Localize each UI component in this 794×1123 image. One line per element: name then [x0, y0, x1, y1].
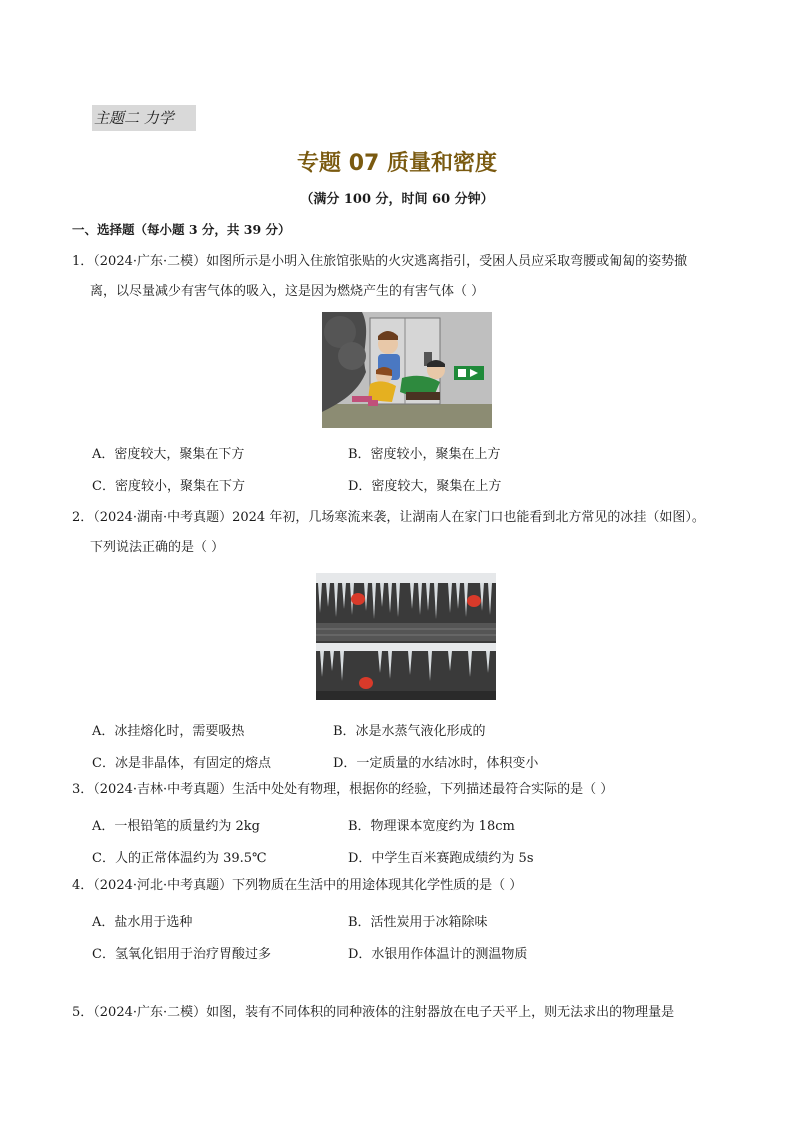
question-2-option-b: B．冰是水蒸气液化形成的 — [333, 724, 486, 739]
question-4-option-b: B．活性炭用于冰箱除味 — [348, 915, 488, 930]
page-title: 专题 07 质量和密度 — [297, 151, 497, 176]
question-2-line-2: 下列说法正确的是（ ） — [90, 540, 225, 555]
question-4-option-c: C．氢氧化铝用于治疗胃酸过多 — [92, 947, 271, 962]
question-2-option-d: D．一定质量的水结冰时，体积变小 — [333, 756, 539, 771]
question-3-option-a: A．一根铅笔的质量约为 2kg — [92, 819, 260, 834]
question-1-line-2: 离，以尽量减少有害气体的吸入，这是因为燃烧产生的有害气体（ ） — [90, 284, 485, 299]
question-1-option-b: B．密度较小，聚集在上方 — [348, 447, 501, 462]
question-5-line-1: 5．（2024·广东·二模）如图，装有不同体积的同种液体的注射器放在电子天平上，则无法求出的物理量是 — [72, 1005, 675, 1020]
question-1 — [72, 247, 732, 307]
question-4-option-d: D．水银用作体温计的测温物质 — [348, 947, 528, 962]
question-2 — [72, 503, 732, 563]
question-1-option-c: C．密度较小，聚集在下方 — [92, 479, 245, 494]
section-heading: 一、选择题（每小题 3 分，共 39 分） — [72, 222, 291, 237]
question-3-option-b: B．物理课本宽度约为 18cm — [348, 819, 515, 834]
question-1-option-a: A．密度较大，聚集在下方 — [92, 447, 245, 462]
question-3-option-c: C．人的正常体温约为 39.5℃ — [92, 851, 267, 866]
question-2-option-c: C．冰是非晶体，有固定的熔点 — [92, 756, 271, 771]
question-1-line-1: 1．（2024·广东·二模）如图所示是小明入住旅馆张贴的火灾逃离指引，受困人员应采取弯腰或匍匐的姿势撤 — [72, 254, 688, 269]
question-2-line-1: 2．（2024·湖南·中考真题）2024 年初，几场寒流来袭，让湖南人在家门口也能看到北方常见的冰挂（如图）。 — [72, 510, 705, 525]
page-subtitle: （满分 100 分，时间 60 分钟） — [300, 192, 494, 207]
question-3 — [72, 775, 732, 805]
question-3-line-1: 3．（2024·吉林·中考真题）生活中处处有物理，根据你的经验，下列描述最符合实际的是（ ） — [72, 782, 614, 797]
topic-tag: 主题二 力学 — [92, 105, 196, 131]
question-5 — [72, 998, 732, 1028]
question-3-option-d: D．中学生百米赛跑成绩约为 5s — [348, 851, 534, 866]
question-4-option-a: A．盐水用于选种 — [92, 915, 193, 930]
question-4-line-1: 4．（2024·河北·中考真题）下列物质在生活中的用途体现其化学性质的是（ ） — [72, 878, 523, 893]
question-1-option-d: D．密度较大，聚集在上方 — [348, 479, 502, 494]
fire-escape-illustration — [322, 312, 492, 428]
question-2-option-a: A．冰挂熔化时，需要吸热 — [92, 724, 245, 739]
icicle-photo — [316, 573, 496, 700]
question-4 — [72, 871, 732, 901]
